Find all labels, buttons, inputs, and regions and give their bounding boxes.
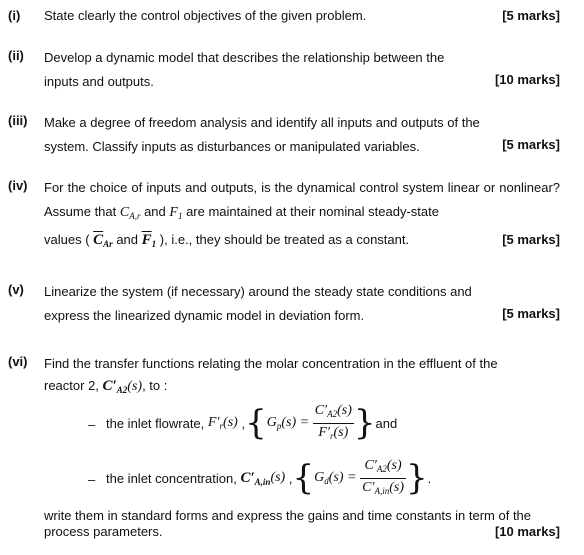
- var-f1-bar: $\overline{F}_1$: [141, 232, 157, 249]
- question-text: Develop a dynamic model that describes the relationship between the inputs and outputs.: [44, 50, 445, 89]
- var-fr: $F'_r(s)$: [207, 415, 238, 431]
- question-text-line3: values ( $\overline{C}_{Ar}$ and $\overline{F}_1$ ), i.e., they should be treated as a constant.: [44, 232, 410, 249]
- var-ca-in: $C'_{A,in}$: [240, 469, 271, 487]
- left-brace: {: [292, 458, 315, 498]
- right-brace: }: [406, 458, 428, 498]
- fraction: $\frac{C'_{A2}(s)}{C'_{A,in}(s)}$: [362, 457, 405, 496]
- question-number: (iii): [8, 113, 28, 128]
- question-marks: [5 marks]: [502, 137, 560, 152]
- question-text: For the choice of inputs and outputs, is the dynamical control system linear or nonlinear? Assume that $C_{A,r}$ and $F_1$ are maintained at their nominal steady-state: [44, 180, 560, 221]
- question-number: (v): [8, 282, 24, 297]
- var-ca-bar: $\overline{C}_{Ar}$: [93, 232, 113, 249]
- question-text: State clearly the control objectives of the given problem.: [44, 8, 367, 23]
- question-number: (i): [8, 8, 21, 23]
- question-text: Linearize the system (if necessary) around the steady state conditions and express the linearized dynamic model in deviation form.: [44, 284, 472, 323]
- question-number: (ii): [8, 48, 24, 63]
- right-brace: }: [353, 403, 376, 443]
- question-text-line2: reactor 2, $C'_{A2}(s)$, to :: [44, 378, 168, 395]
- list-dash: –: [88, 417, 96, 432]
- list-item-flowrate: the inlet flowrate, $F'_r(s)$ , { $G_p(s)$ = $\frac{C'_{A2}(s)}{F'_r(s)}$ } and: [106, 402, 398, 443]
- question-number: (vi): [8, 354, 28, 369]
- question-marks: [5 marks]: [502, 306, 560, 321]
- question-marks: [10 marks]: [494, 72, 560, 87]
- question-marks: [5 marks]: [502, 8, 560, 23]
- question-text: Make a degree of freedom analysis and identify all inputs and outputs of the system. Classify inputs as disturbances or manipulated variables.: [44, 115, 480, 154]
- fraction: $\frac{C'_{A2}(s)}{F'_r(s)}$: [314, 402, 352, 441]
- question-number: (iv): [8, 178, 28, 193]
- left-brace: {: [245, 403, 267, 443]
- list-item-concentration: the inlet concentration, $C'_{A,in}$ (s) , { $G_d(s)$ = $\frac{C'_{A2}(s)}{C'_{A,in}(s)}$ } .: [106, 457, 432, 498]
- question-text-closing: write them in standard forms and express the gains and time constants in term of the process parameters.: [44, 508, 532, 539]
- question-marks: [10 marks]: [494, 524, 560, 539]
- var-ca2: $C'_{A2}$: [102, 378, 128, 395]
- var-f1: $F_1$: [169, 205, 183, 221]
- transfer-function-gp: $G_p(s)$ =: [266, 415, 310, 431]
- question-text: Find the transfer functions relating the molar concentration in the effluent of the: [44, 356, 498, 371]
- question-marks: [5 marks]: [502, 232, 560, 247]
- var-ca: $C_{A,r}$: [119, 205, 141, 221]
- list-dash: –: [88, 472, 96, 487]
- transfer-function-gd: $G_d(s)$ =: [314, 470, 357, 486]
